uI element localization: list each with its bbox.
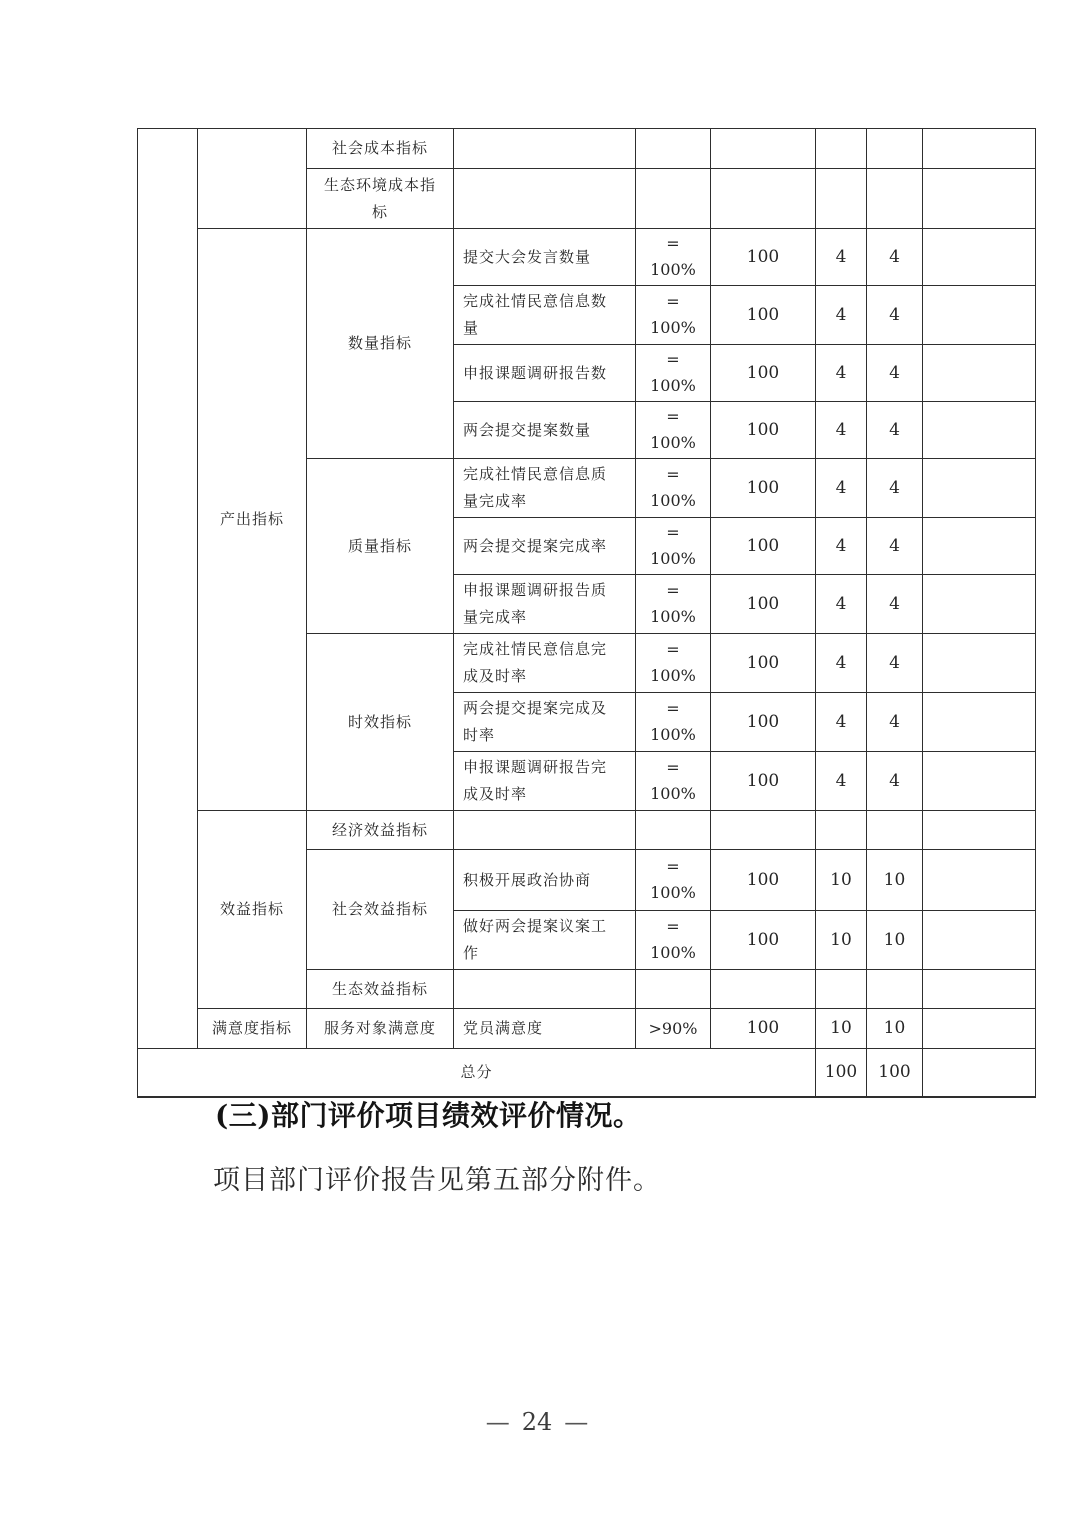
indicator-name-cell: 完成社情民意信息数量: [454, 286, 636, 345]
target-cell: [636, 634, 711, 693]
total-label-cell: 总分: [138, 1049, 816, 1097]
subcategory-cell-economic: 经济效益指标: [307, 811, 454, 850]
remark-cell: [923, 459, 1036, 518]
empty-cell: [636, 169, 711, 229]
score-cell: 100: [711, 850, 816, 911]
indicator-name-cell: 两会提交提案数量: [454, 402, 636, 459]
empty-cell: [636, 811, 711, 850]
target-cell: [636, 752, 711, 811]
empty-cell: [454, 970, 636, 1009]
indicator-name-cell: 申报课题调研报告质量完成率: [454, 575, 636, 634]
self-score-cell: 10: [867, 911, 923, 970]
self-score-cell: 4: [867, 518, 923, 575]
target-value: 100%: [650, 260, 696, 279]
score-cell: 100: [711, 286, 816, 345]
target-value: 100%: [650, 549, 696, 568]
empty-cell: [711, 129, 816, 169]
target-cell: [636, 518, 711, 575]
subcategory-cell-ecological: 生态效益指标: [307, 970, 454, 1009]
category-cell-output: 产出指标: [198, 229, 307, 811]
subcategory-cell-timeliness: 时效指标: [307, 634, 454, 811]
weight-cell: 4: [816, 518, 867, 575]
total-self-score-cell: 100: [867, 1049, 923, 1097]
remark-cell: [923, 634, 1036, 693]
weight-cell: 4: [816, 459, 867, 518]
target-value: 100%: [650, 883, 696, 902]
indicator-name-cell: 积极开展政治协商: [454, 850, 636, 911]
target-op: =: [666, 857, 680, 876]
empty-cell: [816, 970, 867, 1009]
cost-category-cell: [198, 129, 307, 229]
weight-cell: 4: [816, 402, 867, 459]
indicator-name-cell: 申报课题调研报告数: [454, 345, 636, 402]
table-row: [138, 229, 1036, 286]
remark-cell: [923, 129, 1036, 169]
indicator-name-cell: 申报课题调研报告完成及时率: [454, 752, 636, 811]
indicator-name-cell: 两会提交提案完成率: [454, 518, 636, 575]
cost-indicator-cell: 生态环境成本指标: [307, 169, 454, 229]
empty-cell: [867, 970, 923, 1009]
target-cell: [636, 345, 711, 402]
page-number: 24: [521, 1408, 553, 1436]
score-cell: 100: [711, 402, 816, 459]
score-cell: 100: [711, 752, 816, 811]
performance-indicator-table: [137, 128, 1036, 1098]
target-value: 100%: [650, 607, 696, 626]
page-footer: [0, 1408, 1074, 1436]
indicator-name-cell: 提交大会发言数量: [454, 229, 636, 286]
empty-cell: [711, 169, 816, 229]
target-value: 100%: [650, 725, 696, 744]
empty-cell: [867, 811, 923, 850]
score-cell: 100: [711, 518, 816, 575]
self-score-cell: 10: [867, 850, 923, 911]
remark-cell: [923, 1049, 1036, 1097]
weight-cell: 10: [816, 1009, 867, 1049]
remark-cell: [923, 518, 1036, 575]
remark-cell: [923, 1009, 1036, 1049]
target-cell: [636, 286, 711, 345]
remark-cell: [923, 402, 1036, 459]
empty-cell: [711, 970, 816, 1009]
remark-cell: [923, 345, 1036, 402]
empty-cell: [816, 169, 867, 229]
weight-cell: 4: [816, 575, 867, 634]
empty-cell: [816, 811, 867, 850]
remark-cell: [923, 169, 1036, 229]
target-cell: [636, 459, 711, 518]
empty-cell: [454, 129, 636, 169]
table-row-total: [138, 1049, 1036, 1097]
empty-cell: [636, 970, 711, 1009]
self-score-cell: 4: [867, 229, 923, 286]
self-score-cell: 4: [867, 693, 923, 752]
empty-cell: [636, 129, 711, 169]
target-value: 100%: [650, 943, 696, 962]
target-op: =: [666, 699, 680, 718]
target-op: =: [666, 465, 680, 484]
weight-cell: 10: [816, 850, 867, 911]
indicator-name-cell: 两会提交提案完成及时率: [454, 693, 636, 752]
score-cell: 100: [711, 911, 816, 970]
remark-cell: [923, 229, 1036, 286]
self-score-cell: 4: [867, 345, 923, 402]
weight-cell: 4: [816, 752, 867, 811]
cost-indicator-cell: 社会成本指标: [307, 129, 454, 169]
table-row: [138, 811, 1036, 850]
score-cell: 100: [711, 634, 816, 693]
subcategory-cell-social-benefit: 社会效益指标: [307, 850, 454, 970]
self-score-cell: 4: [867, 634, 923, 693]
target-cell: [636, 911, 711, 970]
weight-cell: 4: [816, 286, 867, 345]
score-cell: 100: [711, 229, 816, 286]
self-score-cell: 4: [867, 459, 923, 518]
target-cell: [636, 850, 711, 911]
target-op: =: [666, 917, 680, 936]
empty-cell: [867, 129, 923, 169]
category-cell-benefit: 效益指标: [198, 811, 307, 1009]
target-op: =: [666, 758, 680, 777]
target-cell: [636, 402, 711, 459]
target-cell: [636, 229, 711, 286]
target-value: 100%: [650, 666, 696, 685]
subcategory-cell-service-target: 服务对象满意度: [307, 1009, 454, 1049]
empty-cell: [867, 169, 923, 229]
indicator-name-cell: 党员满意度: [454, 1009, 636, 1049]
remark-cell: [923, 286, 1036, 345]
indicator-name-cell: 完成社情民意信息完成及时率: [454, 634, 636, 693]
score-cell: 100: [711, 1009, 816, 1049]
target-value: 100%: [650, 376, 696, 395]
table-row: [138, 129, 1036, 169]
weight-cell: 4: [816, 634, 867, 693]
target-value: 100%: [650, 784, 696, 803]
self-score-cell: 4: [867, 286, 923, 345]
remark-cell: [923, 850, 1036, 911]
body-paragraph: 项目部门评价报告见第五部分附件。: [213, 1165, 661, 1196]
weight-cell: 10: [816, 911, 867, 970]
score-cell: 100: [711, 345, 816, 402]
weight-cell: 4: [816, 345, 867, 402]
weight-cell: 4: [816, 229, 867, 286]
target-cell: [636, 693, 711, 752]
self-score-cell: 10: [867, 1009, 923, 1049]
indicator-name-cell: 做好两会提案议案工作: [454, 911, 636, 970]
self-score-cell: 4: [867, 575, 923, 634]
remark-cell: [923, 911, 1036, 970]
target-value: 100%: [650, 491, 696, 510]
remark-cell: [923, 811, 1036, 850]
target-value: 100%: [650, 318, 696, 337]
total-weight-cell: 100: [816, 1049, 867, 1097]
target-op: =: [666, 292, 680, 311]
target-op: =: [666, 640, 680, 659]
empty-cell: [454, 169, 636, 229]
empty-cell: [816, 129, 867, 169]
score-cell: 100: [711, 459, 816, 518]
remark-cell: [923, 693, 1036, 752]
category-cell-satisfaction: 满意度指标: [198, 1009, 307, 1049]
remark-cell: [923, 970, 1036, 1009]
target-cell: >90%: [636, 1009, 711, 1049]
target-cell: [636, 575, 711, 634]
self-score-cell: 4: [867, 752, 923, 811]
empty-cell: [454, 811, 636, 850]
score-cell: 100: [711, 693, 816, 752]
left-margin-cell: [138, 129, 198, 1049]
target-op: =: [666, 581, 680, 600]
table-row: [138, 1009, 1036, 1049]
footer-right-dash: —: [564, 1408, 589, 1436]
target-value: 100%: [650, 433, 696, 452]
score-cell: 100: [711, 575, 816, 634]
indicator-name-cell: 完成社情民意信息质量完成率: [454, 459, 636, 518]
target-op: =: [666, 523, 680, 542]
self-score-cell: 4: [867, 402, 923, 459]
target-op: =: [666, 350, 680, 369]
empty-cell: [711, 811, 816, 850]
footer-left-dash: —: [485, 1408, 510, 1436]
remark-cell: [923, 752, 1036, 811]
subcategory-cell-quantity: 数量指标: [307, 229, 454, 459]
section-heading: (三)部门评价项目绩效评价情况。: [215, 1099, 642, 1132]
remark-cell: [923, 575, 1036, 634]
target-op: =: [666, 407, 680, 426]
weight-cell: 4: [816, 693, 867, 752]
subcategory-cell-quality: 质量指标: [307, 459, 454, 634]
target-op: =: [666, 234, 680, 253]
